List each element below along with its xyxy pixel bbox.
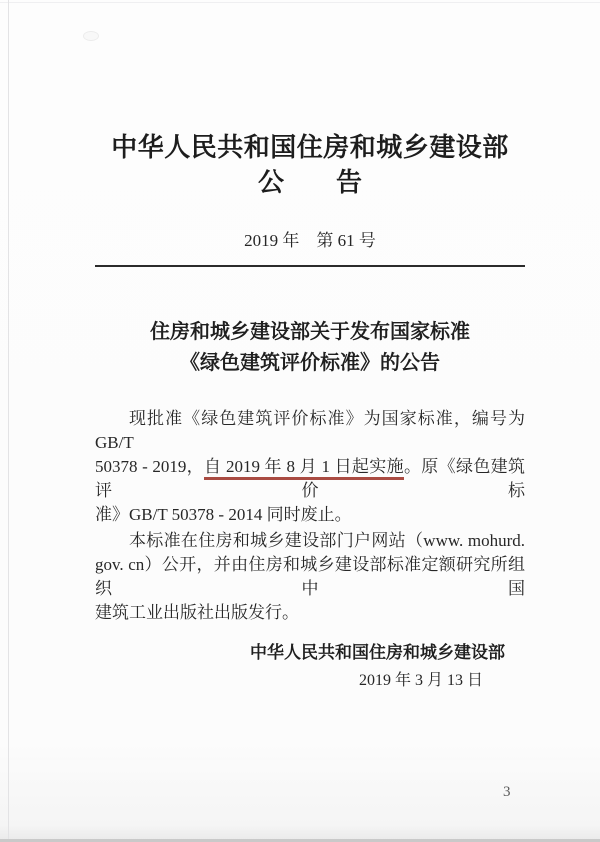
para1-line3: 准》GB/T 50378 - 2014 同时废止。 bbox=[95, 505, 352, 524]
para1-line1: 现批准《绿色建筑评价标准》为国家标准，编号为 GB/T bbox=[95, 409, 525, 452]
announcement-body bbox=[95, 407, 525, 625]
effective-date-underlined: 自 2019 年 8 月 1 日起实施 bbox=[204, 457, 404, 480]
para2-line2: gov. cn）公开，并由住房和城乡建设部标准定额研究所组织中国 bbox=[95, 555, 525, 598]
announcement-content bbox=[95, 0, 525, 691]
subject-line1: 住房和城乡建设部关于发布国家标准 bbox=[150, 321, 470, 343]
para2-line3: 建筑工业出版社出版发行。 bbox=[95, 603, 299, 622]
signature-org: 中华人民共和国住房和城乡建设部 bbox=[250, 643, 505, 662]
subject-line2: 《绿色建筑评价标准》的公告 bbox=[180, 352, 440, 374]
page-number: 3 bbox=[503, 784, 511, 800]
subject-heading bbox=[95, 317, 525, 379]
para2-line1: 本标准在住房和城乡建设部门户网站（www. mohurd. bbox=[129, 531, 525, 550]
signature-date: 2019 年 3 月 13 日 bbox=[358, 672, 483, 689]
issue-number: 2019 年 第 61 号 bbox=[244, 231, 376, 250]
page-edge-left bbox=[8, 0, 9, 842]
ministry-title: 中华人民共和国住房和城乡建设部 bbox=[111, 133, 509, 162]
para1-line2-pre: 50378 - 2019， bbox=[95, 457, 205, 476]
doc-type-title: 公 告 bbox=[257, 168, 362, 197]
para1-line2 bbox=[95, 455, 525, 503]
divider-rule bbox=[95, 265, 525, 267]
para1-line2-post: 。原《绿色建筑评价标 bbox=[95, 457, 526, 500]
